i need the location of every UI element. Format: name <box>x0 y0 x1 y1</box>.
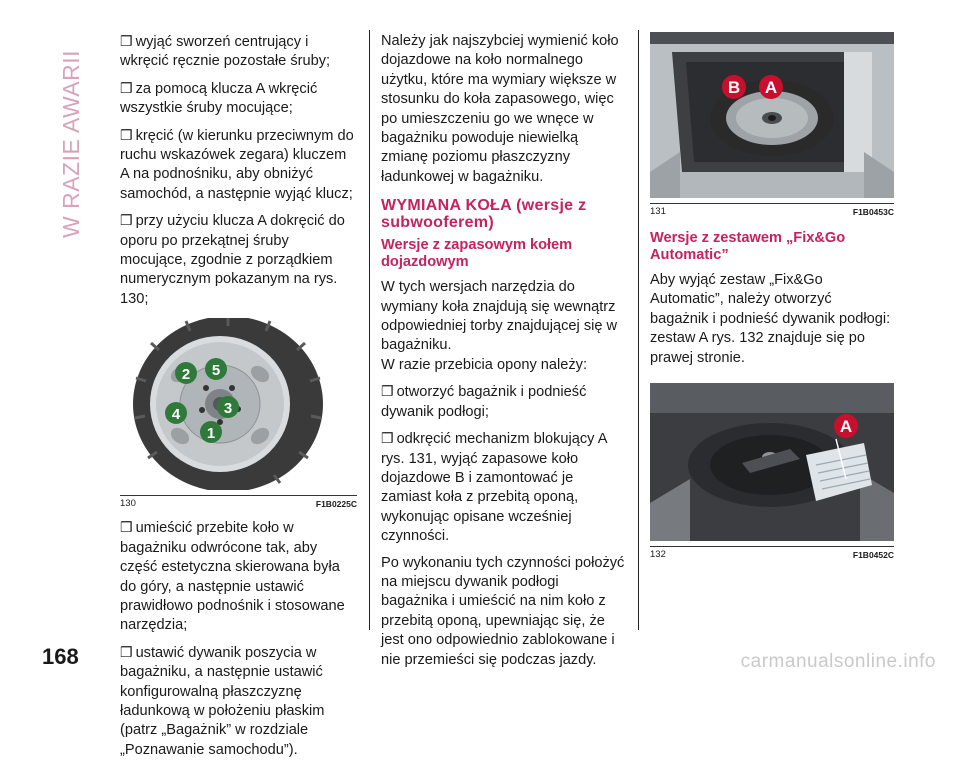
figure-number: 130 <box>120 498 136 510</box>
checklist-item <box>120 211 357 309</box>
checklist-item <box>120 126 357 205</box>
subheading: Wersje z zestawem „Fix&Go Automatic” <box>650 230 846 263</box>
checklist-item <box>120 518 357 635</box>
bolt-label-5: 5 <box>211 362 221 380</box>
checklist-item-text: przy użyciu klucza A dokręcić do oporu po przekątnej śruby mocujące, zgodnie z porządkiem numerycznym pokazanym na rys. 130; <box>120 213 345 307</box>
bolt-label-4: 4 <box>171 406 181 424</box>
checkbox-icon: ❒ <box>120 126 133 143</box>
checklist-item-text: wyjąć sworzeń centrujący i wkręcić ręcznie pozostałe śruby; <box>120 34 331 70</box>
paragraph: Po wykonaniu tych czynności położyć na miejscu dywanik podłogi bagażnika i umieścić na nim koło z przebitą oponą, upewniając się, że jest ono odpowiednio zablokowane i nie przemieści się podczas jazdy. <box>381 554 625 668</box>
checklist-item <box>381 382 627 422</box>
checkbox-icon: ❒ <box>120 212 133 229</box>
svg-text:W RAZIE AWARII: W RAZIE AWARII <box>58 49 84 238</box>
intro-paragraph: Należy jak najszybciej wymienić koło dojazdowe na koło normalnego użytku, które ma wymiary większe w stosunku do koła zapasowego, więc po umieszczeniu go we wnęce w bagażniku powoduje niewielką zmianę poziomu płaszczyzny ładunkowej w bagażniku. <box>381 33 619 185</box>
checklist-item-text: za pomocą klucza A wkręcić wszystkie śruby mocujące; <box>120 80 318 117</box>
paragraph: W razie przebicia opony należy: <box>381 356 588 373</box>
page-number: 168 <box>42 644 79 669</box>
paragraph: Aby wyjąć zestaw „Fix&Go Automatic”, należy otworzyć bagażnik i podnieść dywanik podłogi: zestaw A rys. 132 znajduje się po prawej stronie. <box>650 272 891 366</box>
subheading: Wersje z zapasowym kołem dojazdowym <box>381 237 573 271</box>
figure-132 <box>650 383 894 567</box>
wheel-bolts-illustration <box>120 318 357 495</box>
label-a: A <box>764 78 778 97</box>
checkbox-icon: ❒ <box>120 519 133 536</box>
watermark[interactable]: carmanualsonline.info <box>740 651 936 672</box>
paragraph: W tych wersjach narzędzia do wymiany koła znajdują się wewnątrz odpowiedniej torby znajdującej się w bagażniku. <box>381 279 618 354</box>
checkbox-icon: ❒ <box>381 430 394 447</box>
figure-code: F1B0225C <box>315 499 357 510</box>
column-3 <box>650 32 894 567</box>
column-2 <box>381 32 627 677</box>
label-b: B <box>727 78 741 97</box>
spare-wheel-trunk-illustration <box>650 32 894 203</box>
figure-number: 132 <box>650 549 666 561</box>
checklist-item-text: umieścić przebite koło w bagażniku odwrócone tak, aby część estetyczna skierowana była do góry, a następnie ustawić prawidłowo podnośnik i stosowane narzędzia; <box>120 520 345 634</box>
section-title <box>52 35 92 240</box>
section-heading: WYMIANA KOŁA (wersje z subwooferem) <box>381 197 587 232</box>
figure-130 <box>120 318 357 516</box>
label-a: A <box>839 417 853 437</box>
checklist-item-text: kręcić (w kierunku przeciwnym do ruchu wskazówek zegara) kluczem A na podnośniku, aby obniżyć samochód, a następnie wyjąć klucz; <box>120 127 354 202</box>
bolt-label-3: 3 <box>223 400 233 418</box>
column-divider <box>369 30 370 630</box>
figure-number: 131 <box>650 206 666 217</box>
checklist-item <box>381 429 627 546</box>
checkbox-icon: ❒ <box>120 79 133 96</box>
checklist-item <box>120 643 357 760</box>
checklist-item-text: otworzyć bagażnik i podnieść dywanik podłogi; <box>381 384 587 420</box>
checkbox-icon: ❒ <box>120 33 133 49</box>
fix-and-go-kit-illustration <box>650 383 894 546</box>
figure-code: F1B0453C <box>852 207 894 217</box>
checklist-item <box>120 32 357 72</box>
checkbox-icon: ❒ <box>381 383 394 400</box>
figure-131 <box>650 32 894 224</box>
bolt-label-2: 2 <box>181 366 191 384</box>
checklist-item-text: odkręcić mechanizm blokujący A rys. 131, wyjąć zapasowe koło dojazdowe B i zamontować je zamiast koła z przebitą oponą, wykonując opisane wcześniej czynności. <box>381 431 607 545</box>
figure-code: F1B0452C <box>852 550 894 561</box>
bolt-label-1: 1 <box>206 425 216 443</box>
column-divider <box>638 30 639 630</box>
column-1 <box>120 32 357 767</box>
checklist-item-text: ustawić dywanik poszycia w bagażniku, a następnie ustawić konfigurowalną płaszczyznę ładunkową w położeniu płaskim (patrz „Bagażnik” w rozdziale „Poznawanie samochodu”). <box>120 644 325 758</box>
checkbox-icon: ❒ <box>120 643 133 660</box>
checklist-item <box>120 79 357 119</box>
